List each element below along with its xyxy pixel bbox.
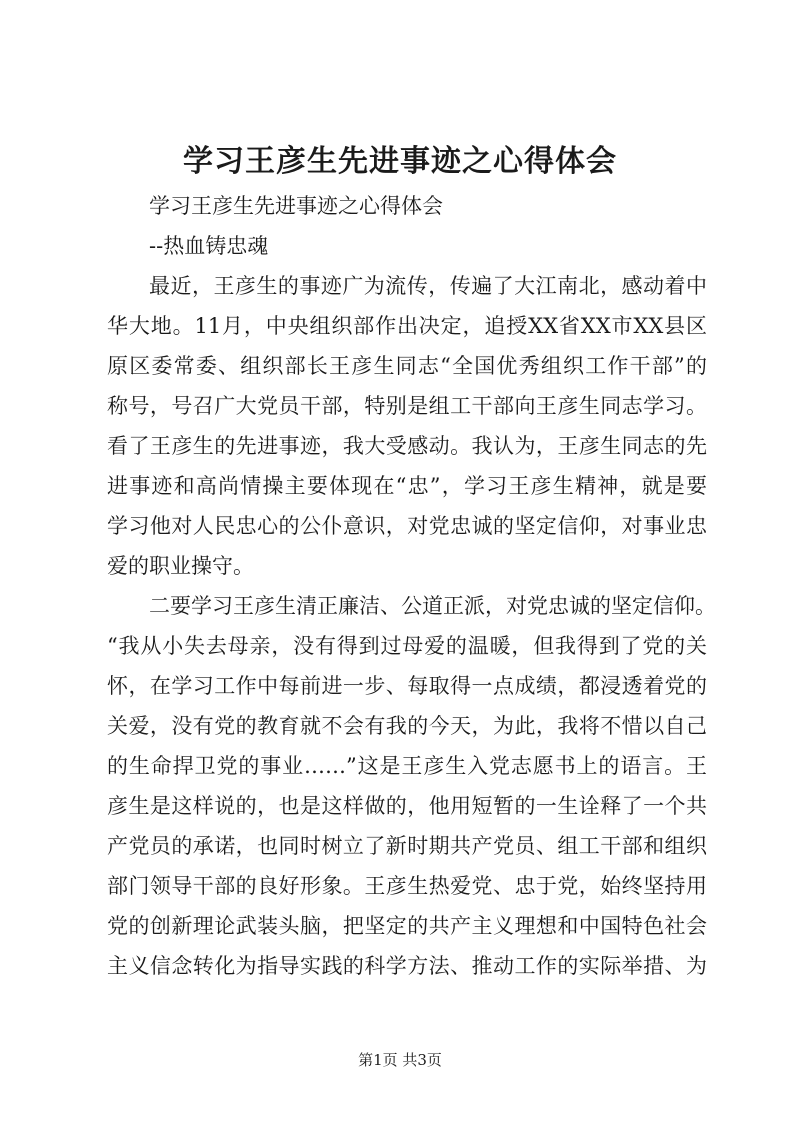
text-line: 看了王彦生的先进事迹，我大受感动。我认为，王彦生同志的先 [107, 434, 707, 458]
text-line: 部门领导干部的良好形象。王彦生热爱党、忠于党，始终坚持用 [107, 874, 707, 898]
paragraph-2 [107, 586, 716, 986]
text-line: 最近，王彦生的事迹广为流传，传遍了大江南北，感动着中 [149, 274, 707, 298]
text-line: 关爱，没有党的教育就不会有我的今天，为此，我将不惜以自己 [107, 714, 707, 738]
text-line: 党的创新理论武装头脑，把坚定的共产主义理想和中国特色社会 [107, 914, 707, 938]
paragraph-1 [107, 266, 707, 586]
text-line: 进事迹和高尚情操主要体现在“忠”，学习王彦生精神，就是要 [107, 474, 707, 498]
document-body [107, 186, 716, 986]
text-line: 主义信念转化为指导实践的科学方法、推动工作的实际举措、为 [107, 954, 707, 978]
text-line: 华大地。11月，中央组织部作出决定，追授XX省XX市XX县区 [107, 314, 707, 338]
text-line: 原区委常委、组织部长王彦生同志“全国优秀组织工作干部”的 [107, 354, 707, 378]
page-number: 第1页 共3页 [358, 1051, 442, 1069]
text-line: 称号，号召广大党员干部，特别是组工干部向王彦生同志学习。 [107, 394, 707, 418]
text-line: 的生命捍卫党的事业……”这是王彦生入党志愿书上的语言。王 [107, 754, 707, 778]
document-title: 学习王彦生先进事迹之心得体会 [183, 144, 617, 179]
text-line: 彦生是这样说的，也是这样做的，他用短暂的一生诠释了一个共 [107, 794, 707, 818]
text-line: 二要学习王彦生清正廉洁、公道正派，对党忠诚的坚定信仰。 [149, 594, 716, 618]
text-line: “我从小失去母亲，没有得到过母爱的温暖，但我得到了党的关 [107, 634, 707, 658]
document-subtitle: 学习王彦生先进事迹之心得体会 [149, 194, 443, 218]
text-line: 产党员的承诺，也同时树立了新时期共产党员、组工干部和组织 [107, 834, 707, 858]
text-line: 学习他对人民忠心的公仆意识，对党忠诚的坚定信仰，对事业忠 [107, 514, 707, 538]
text-line: 爱的职业操守。 [107, 554, 254, 578]
text-line: 怀，在学习工作中每前进一步、每取得一点成绩，都浸透着党的 [107, 674, 707, 698]
document-tagline: --热血铸忠魂 [149, 234, 269, 258]
